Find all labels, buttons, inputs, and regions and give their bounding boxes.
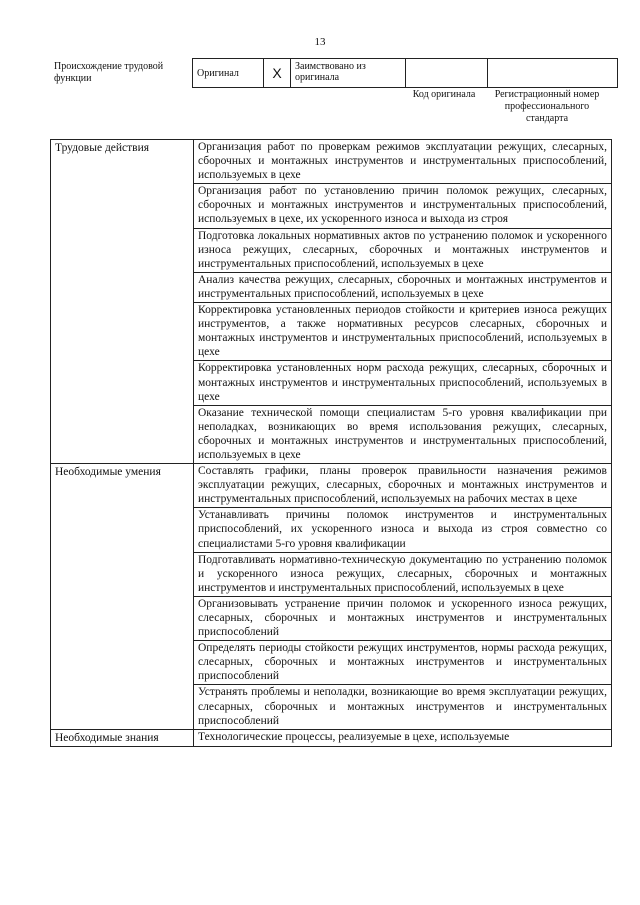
table-row bbox=[51, 729, 612, 746]
list-item: Составлять графики, планы проверок правильности назначения режимов эксплуатации режущих, слесарных, сборочных и монтажных инструментов и инструментальных приспособлений, используемых на рабочих местах в цехе bbox=[194, 464, 612, 508]
borrowed-cell: Заимствовано из оригинала bbox=[291, 59, 406, 88]
origin-table bbox=[192, 58, 618, 88]
table-row bbox=[51, 140, 612, 184]
list-item: Анализ качества режущих, слесарных, сборочных и монтажных инструментов и инструментальных приспособлений, используемых в цехе bbox=[194, 272, 612, 302]
section-required-skills: Необходимые умения bbox=[51, 464, 194, 730]
origin-label: Происхождение трудовой функции bbox=[54, 61, 164, 84]
list-item: Технологические процессы, реализуемые в цехе, используемые bbox=[194, 729, 612, 746]
table-row bbox=[51, 464, 612, 508]
reg-number-cell bbox=[488, 59, 618, 88]
list-item: Устанавливать причины поломок инструментов и инструментальных приспособлений, их ускоренного износа и выхода из строя совместно со специалистами 5-го уровня квалификации bbox=[194, 508, 612, 552]
table-body bbox=[51, 140, 612, 747]
list-item: Оказание технической помощи специалистам 5-го уровня квалификации при неполадках, возникающих во время использования режущих, слесарных, сборочных и монтажных инструментов и инструментальных приспособлений, используемых в цехе bbox=[194, 405, 612, 463]
list-item: Определять периоды стойкости режущих инструментов, нормы расхода режущих, слесарных, сборочных и монтажных инструментов и инструментальных приспособлений bbox=[194, 641, 612, 685]
list-item: Корректировка установленных периодов стойкости и критериев износа режущих инструментов, а также нормативных ресурсов слесарных, сборочных и монтажных инструментов и инструментальных приспособлений, используемых в цехе bbox=[194, 303, 612, 361]
list-item: Корректировка установленных норм расхода режущих, слесарных, сборочных и монтажных инструментов и инструментальных приспособлений, используемых в цехе bbox=[194, 361, 612, 405]
code-caption: Код оригинала bbox=[412, 89, 476, 100]
original-cell: Оригинал bbox=[193, 59, 264, 88]
list-item: Подготовка локальных нормативных актов по устранению поломок и ускоренного износа режущих, слесарных, сборочных и монтажных инструментов и инструментальных приспособлений, используемых в цехе bbox=[194, 228, 612, 272]
page-number: 13 bbox=[314, 36, 326, 48]
section-required-knowledge: Необходимые знания bbox=[51, 729, 194, 746]
list-item: Организация работ по установлению причин поломок режущих, слесарных, сборочных и монтажных инструментов и инструментальных приспособлений, используемых в цехе, их ускоренного износа и выхода из строя bbox=[194, 184, 612, 228]
reg-number-caption: Регистрационный номер профессионального стандарта bbox=[494, 89, 600, 124]
list-item: Подготавливать нормативно-техническую документацию по устранению поломок и ускоренного износа режущих, слесарных, сборочных и монтажных инструментов и инструментальных приспособлений, используемых в цехе bbox=[194, 552, 612, 596]
list-item: Организация работ по проверкам режимов эксплуатации режущих, слесарных, сборочных и монтажных инструментов и инструментальных приспособлений, используемых в цехе bbox=[194, 140, 612, 184]
labor-function-table bbox=[50, 139, 612, 747]
original-mark: X bbox=[264, 59, 291, 88]
list-item: Организовывать устранение причин поломок и ускоренного износа режущих, слесарных, сборочных и монтажных инструментов и инструментальных приспособлений bbox=[194, 596, 612, 640]
section-labor-actions: Трудовые действия bbox=[51, 140, 194, 464]
list-item: Устранять проблемы и неполадки, возникающие во время эксплуатации режущих, слесарных, сборочных и монтажных инструментов и инструментальных приспособлений bbox=[194, 685, 612, 729]
code-cell bbox=[406, 59, 488, 88]
